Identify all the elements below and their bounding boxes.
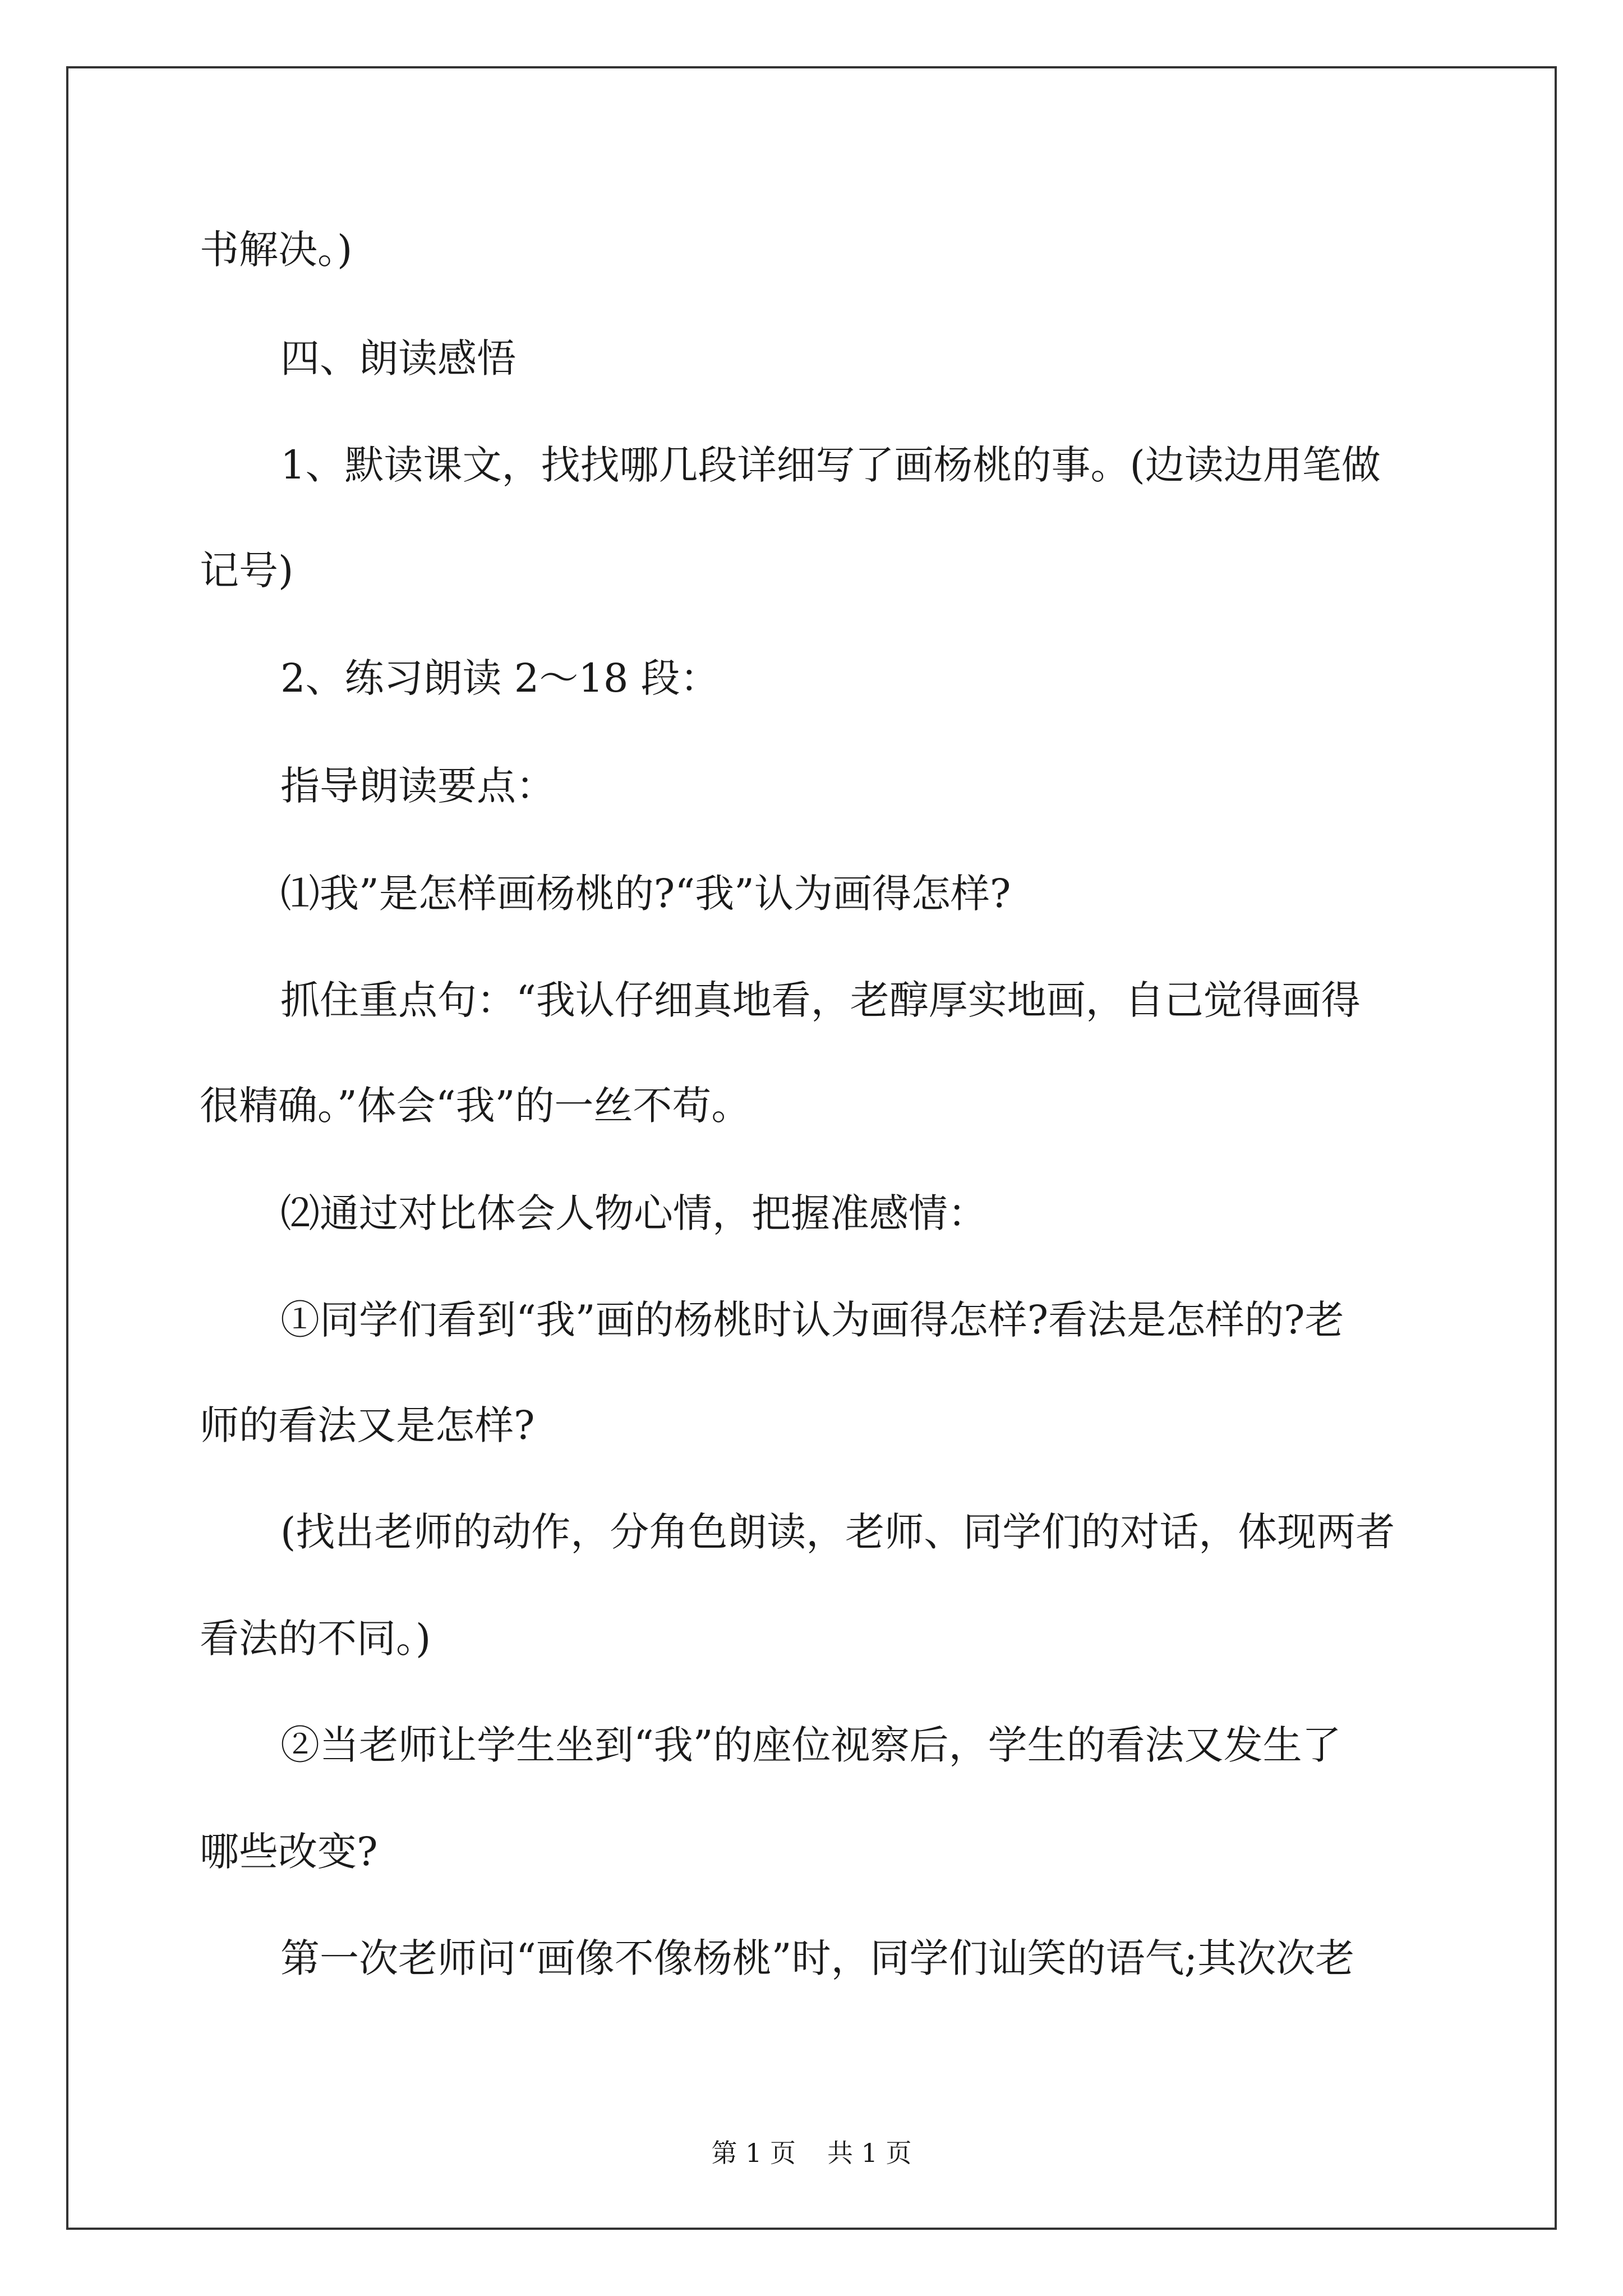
text-line: 记号) [200, 547, 294, 593]
text-line: 很精确。”体会“我”的一丝不苟。 [200, 1083, 751, 1129]
page-total: 共 1 页 [827, 2138, 912, 2168]
page-footer [0, 2136, 1623, 2170]
page-number: 第 1 页 [711, 2138, 796, 2168]
text-line: 第一次老师问“画像不像杨桃”时，同学们讪笑的语气;其次次老 [280, 1935, 1355, 1981]
text-line: ⑵通过对比体会人物心情，把握准感情： [280, 1190, 987, 1236]
text-line: 师的看法又是怎样? [200, 1402, 535, 1448]
section-heading: 四、朗读感悟 [280, 335, 516, 381]
text-line: ①同学们看到“我”画的杨桃时认为画得怎样?看法是怎样的?老 [280, 1297, 1344, 1343]
text-line: 2、练习朗读 2～18 段： [280, 655, 720, 701]
text-line: 1、默读课文，找找哪几段详细写了画杨桃的事。(边读边用笔做 [280, 442, 1381, 488]
text-line: ②当老师让学生坐到“我”的座位视察后，学生的看法又发生了 [280, 1722, 1341, 1768]
text-line: (找出老师的动作，分角色朗读，老师、同学们的对话，体现两者 [280, 1509, 1395, 1555]
text-line: 指导朗读要点： [280, 763, 555, 809]
text-line: 抓住重点句：“我认仔细真地看，老醇厚实地画，自己觉得画得 [280, 977, 1361, 1023]
text-line: 看法的不同。) [200, 1616, 431, 1662]
page-border [66, 66, 1557, 2230]
text-line: 书解决。) [200, 227, 353, 273]
text-line: 哪些改变? [200, 1829, 378, 1875]
text-line: ⑴我”是怎样画杨桃的?“我”认为画得怎样? [280, 871, 1011, 917]
